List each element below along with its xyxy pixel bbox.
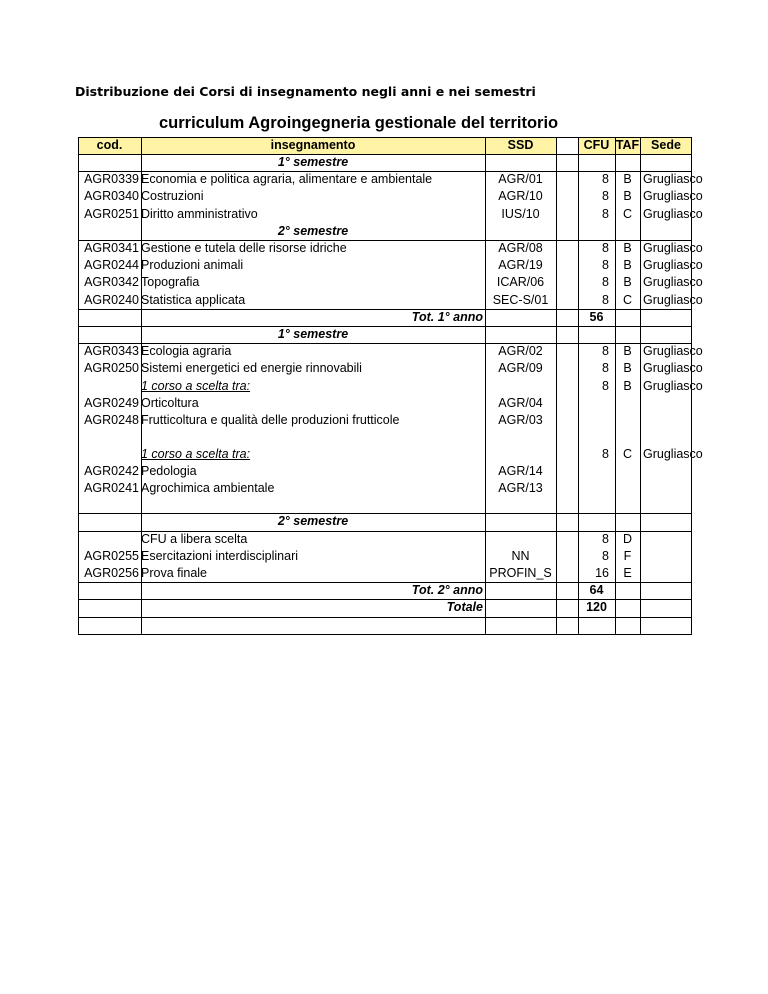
option-name: Orticoltura [141, 395, 199, 410]
course-cfu: 8 [602, 189, 609, 204]
course-name: Costruzioni [141, 189, 204, 204]
course-cfu: 8 [602, 344, 609, 359]
course-cfu: 8 [602, 531, 609, 546]
course-name: Prova finale [141, 566, 208, 581]
course-name: Diritto amministrativo [141, 206, 258, 221]
option-name: Pedologia [141, 463, 197, 478]
course-taf: B [623, 344, 632, 359]
course-ssd [485, 532, 556, 549]
course-code: AGR0341 [84, 241, 139, 255]
course-taf: B [623, 258, 632, 273]
option-ssd: AGR/03 [498, 413, 543, 427]
course-code: AGR0343 [84, 344, 139, 359]
header-insegnamento: insegnamento [270, 138, 356, 152]
course-code: AGR0244 [84, 258, 139, 273]
course-ssd: AGR/10 [498, 189, 543, 204]
course-name: Sistemi energetici ed energie rinnovabili [141, 361, 362, 376]
choice-label: 1 corso a scelta tra: [141, 378, 251, 393]
course-sede: Grugliasco [643, 292, 703, 307]
choice-taf: B [623, 378, 632, 393]
grand-total-label: Totale [446, 600, 483, 615]
course-taf: B [623, 241, 632, 255]
header-ssd: SSD [507, 138, 534, 152]
semester-label: 2° semestre [277, 223, 349, 238]
course-sede: Grugliasco [643, 361, 703, 376]
course-name: Esercitazioni interdisciplinari [141, 548, 299, 563]
course-code: AGR0339 [84, 172, 139, 187]
course-name: CFU a libera scelta [141, 531, 248, 546]
choice-sede: Grugliasco [643, 378, 703, 393]
course-ssd: AGR/01 [498, 172, 543, 187]
header-sede: Sede [651, 138, 681, 152]
course-cfu: 8 [602, 548, 609, 563]
option-ssd: AGR/04 [498, 395, 543, 410]
header-taf: TAF [615, 138, 640, 152]
choice-taf: C [622, 446, 633, 461]
course-table [78, 137, 703, 641]
total-year2-value: 64 [589, 583, 604, 598]
course-sede: Grugliasco [643, 258, 703, 273]
course-name: Ecologia agraria [141, 344, 232, 359]
option-ssd: AGR/14 [498, 463, 543, 478]
course-sede: Grugliasco [643, 275, 703, 290]
course-cfu: 8 [602, 172, 609, 187]
course-ssd: PROFIN_S [489, 566, 552, 581]
course-sede: Grugliasco [643, 189, 703, 204]
course-ssd: AGR/08 [498, 241, 543, 255]
option-code: AGR0248 [84, 413, 139, 427]
option-code: AGR0241 [84, 480, 139, 495]
course-taf: B [623, 189, 632, 204]
course-taf: B [623, 275, 632, 290]
total-year1-label: Tot. 1° anno [411, 309, 483, 324]
course-ssd: AGR/19 [498, 258, 543, 273]
course-code: AGR0340 [84, 189, 139, 204]
course-name: Economia e politica agraria, alimentare e ambientale [141, 172, 433, 187]
course-name: Gestione e tutela delle risorse idriche [141, 241, 347, 255]
course-taf: F [623, 548, 632, 563]
course-code: AGR0342 [84, 275, 139, 290]
course-code: AGR0256 [84, 566, 139, 581]
course-code [78, 532, 139, 549]
total-year2-label: Tot. 2° anno [411, 583, 483, 598]
course-ssd: SEC-S/01 [492, 292, 549, 307]
course-sede: Grugliasco [643, 206, 703, 221]
course-sede: Grugliasco [643, 344, 703, 359]
semester-label: 1° semestre [277, 155, 349, 169]
course-taf: B [623, 172, 632, 187]
course-cfu: 8 [602, 258, 609, 273]
course-code: AGR0251 [84, 206, 139, 221]
course-ssd: AGR/09 [498, 361, 543, 376]
course-name: Statistica applicata [141, 292, 246, 307]
semester-label: 1° semestre [277, 327, 349, 341]
course-ssd: NN [511, 548, 530, 563]
choice-sede: Grugliasco [643, 446, 703, 461]
document-heading: Distribuzione dei Corsi di insegnamento negli anni e nei semestri [75, 84, 536, 99]
course-sede [640, 532, 695, 549]
option-name: Frutticoltura e qualità delle produzioni frutticole [141, 413, 400, 427]
course-cfu: 16 [595, 566, 609, 581]
option-ssd: AGR/13 [498, 480, 543, 495]
course-cfu: 8 [602, 361, 609, 376]
choice-cfu: 8 [602, 378, 609, 393]
header-cfu: CFU [583, 138, 610, 152]
course-name: Topografia [141, 275, 200, 290]
semester-label: 2° semestre [277, 514, 349, 529]
course-name: Produzioni animali [141, 258, 244, 273]
option-code: AGR0249 [84, 395, 139, 410]
course-taf: B [623, 361, 632, 376]
course-code: AGR0240 [84, 292, 139, 307]
choice-label: 1 corso a scelta tra: [141, 446, 251, 461]
option-code: AGR0242 [84, 463, 139, 478]
course-ssd: AGR/02 [498, 344, 543, 359]
header-cod: cod. [96, 138, 123, 152]
course-taf: E [623, 566, 632, 581]
course-taf: D [622, 531, 633, 546]
course-taf: C [622, 292, 633, 307]
course-sede [640, 549, 695, 566]
course-sede [640, 566, 695, 583]
course-sede: Grugliasco [643, 172, 703, 187]
grand-total-value: 120 [586, 600, 607, 615]
course-cfu: 8 [602, 292, 609, 307]
course-code: AGR0255 [84, 548, 139, 563]
course-ssd: IUS/10 [501, 206, 540, 221]
course-cfu: 8 [602, 241, 609, 255]
option-name: Agrochimica ambientale [141, 480, 275, 495]
course-code: AGR0250 [84, 361, 139, 376]
course-ssd: ICAR/06 [496, 275, 545, 290]
course-taf: C [622, 206, 633, 221]
course-sede: Grugliasco [643, 241, 703, 255]
curriculum-title: curriculum Agroingegneria gestionale del territorio [159, 114, 559, 132]
course-cfu: 8 [602, 206, 609, 221]
choice-cfu: 8 [602, 446, 609, 461]
course-cfu: 8 [602, 275, 609, 290]
total-year1-value: 56 [589, 309, 604, 324]
